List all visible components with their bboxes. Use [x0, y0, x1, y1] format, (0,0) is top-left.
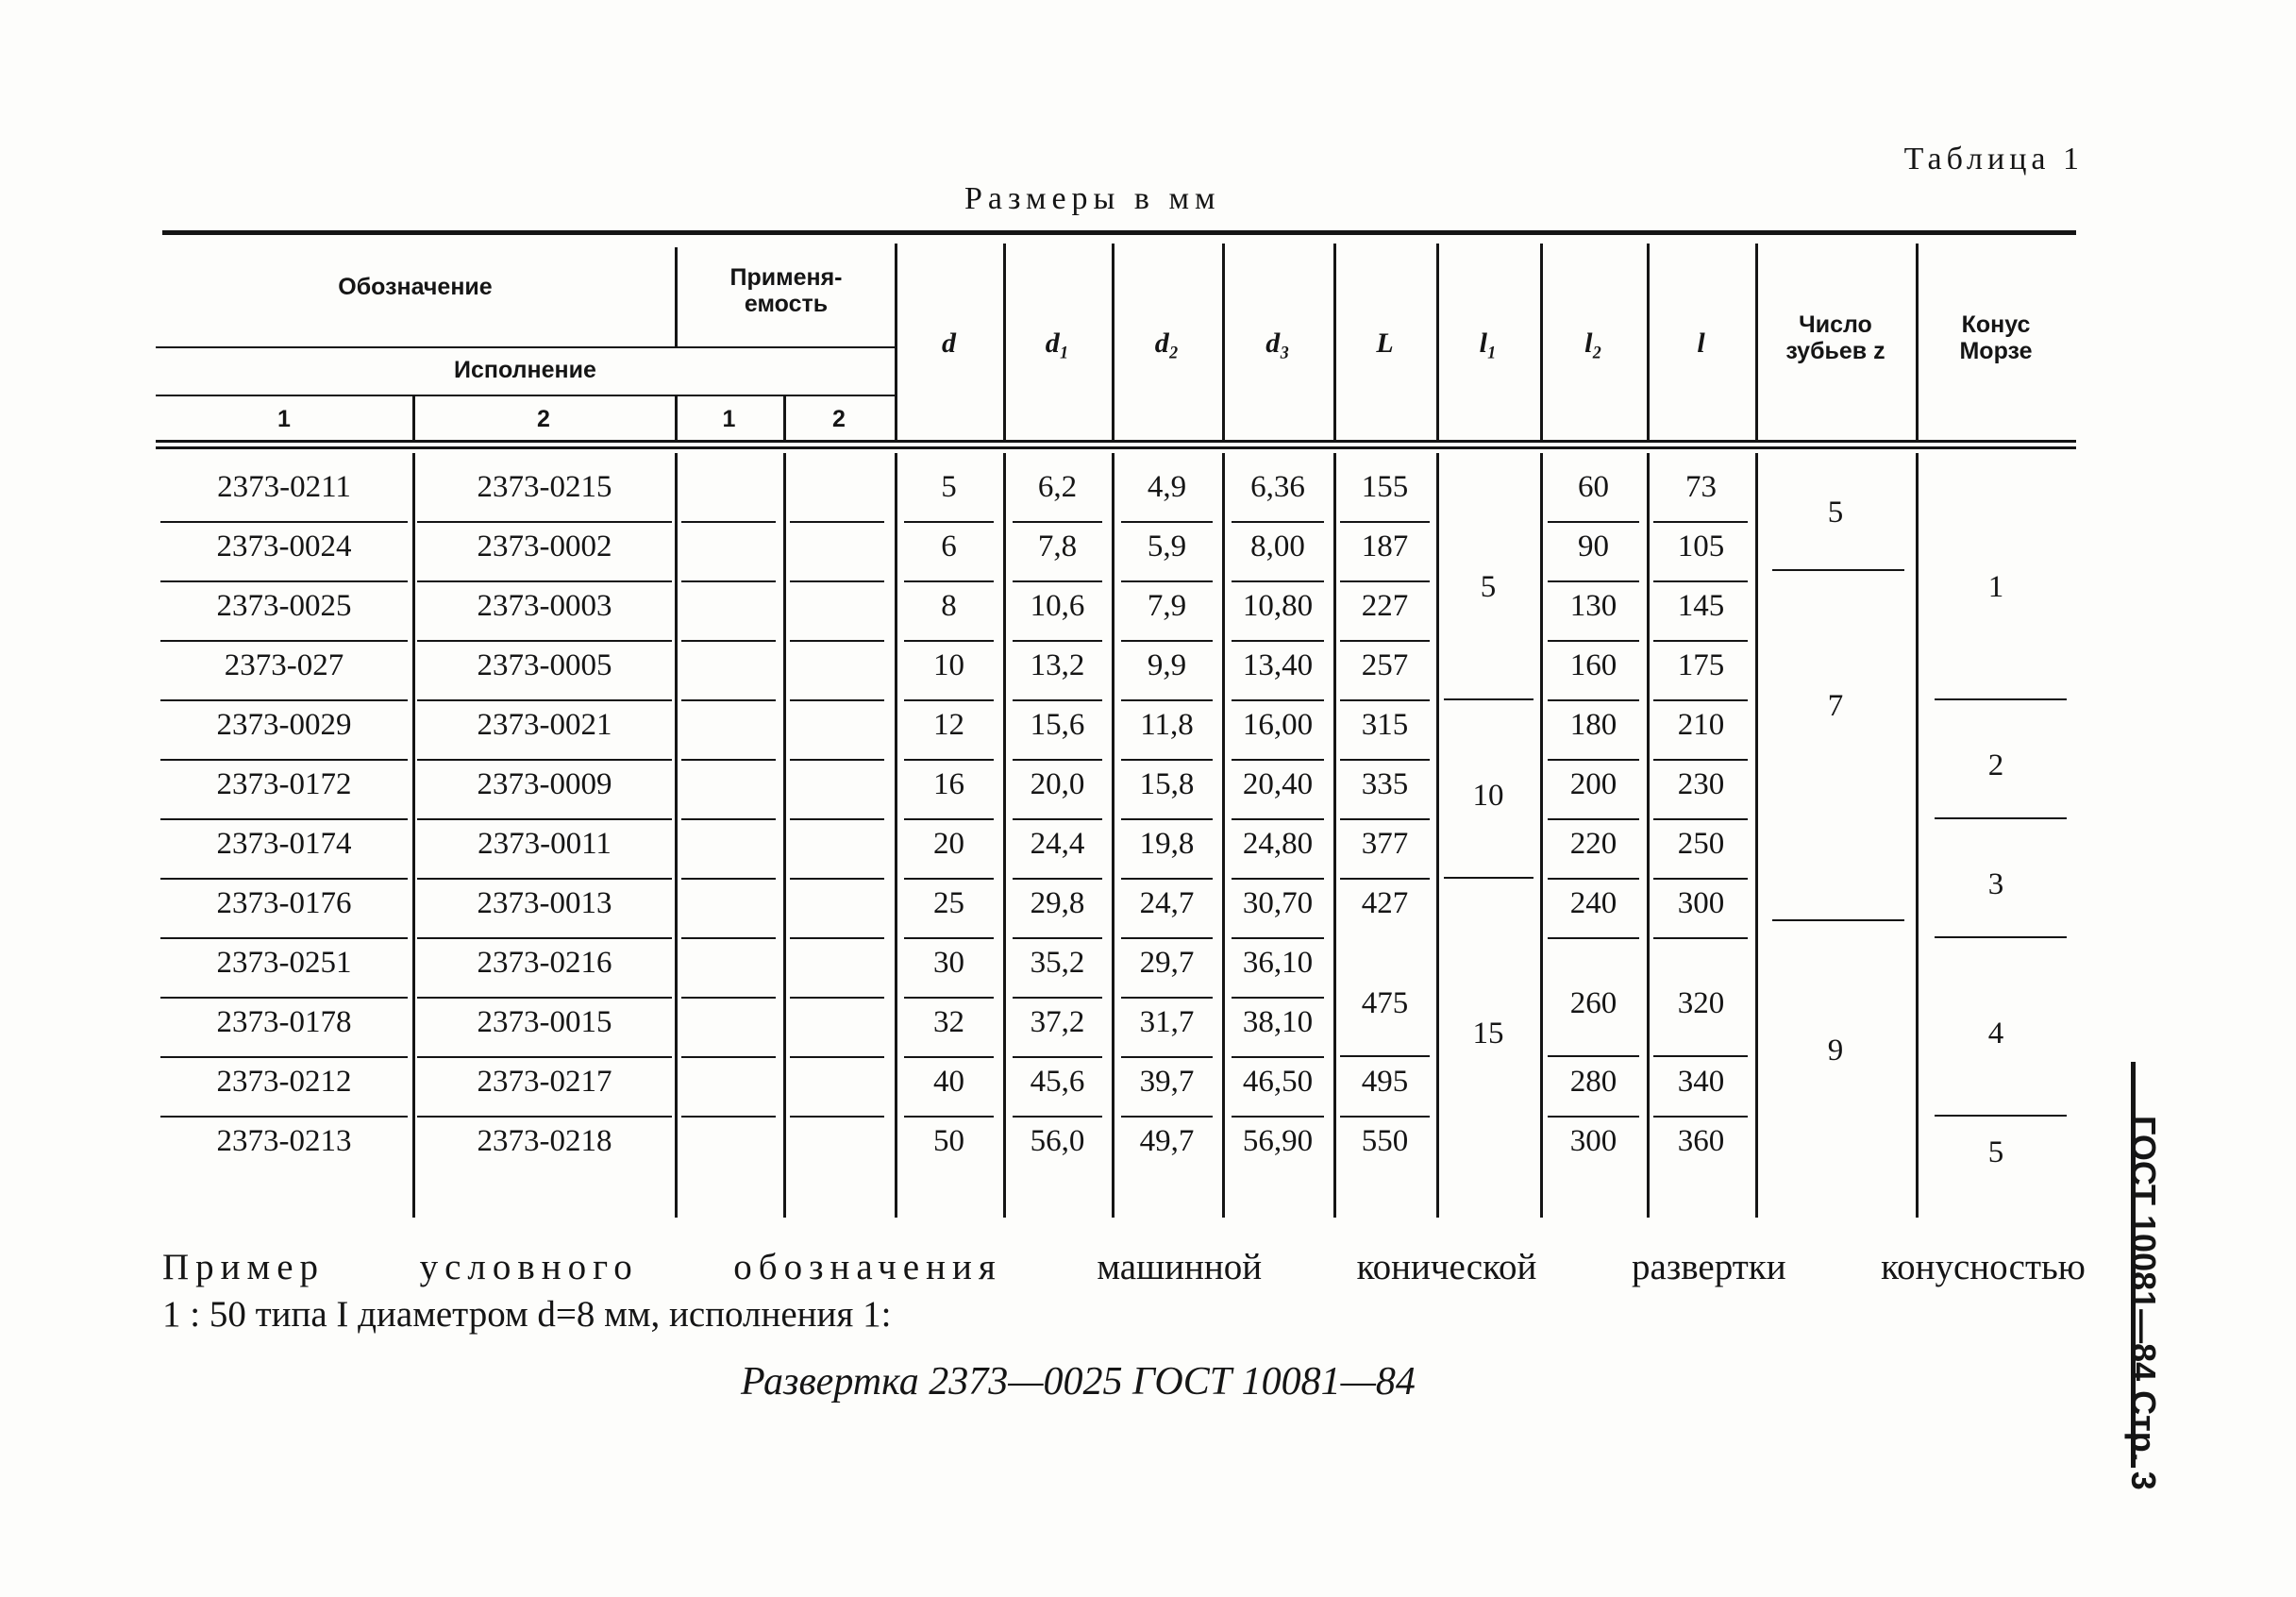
row-rule [790, 1056, 884, 1058]
cell-exec2: 2373-0218 [477, 1124, 612, 1158]
cell-L: 427 [1361, 886, 1409, 920]
row-rule [1340, 521, 1430, 523]
row-rule [1653, 580, 1748, 582]
example-line-1 [162, 1244, 2086, 1291]
row-rule [1232, 521, 1324, 523]
cell-l2-merged: 260 [1569, 986, 1617, 1020]
row-rule [1653, 1055, 1748, 1057]
row-rule [1653, 699, 1748, 701]
cell-d: 30 [933, 946, 964, 980]
row-rule [1548, 1055, 1639, 1057]
row-rule [1340, 878, 1430, 880]
cell-morse-group: 2 [1987, 748, 2004, 782]
cell-L: 315 [1361, 708, 1409, 742]
cell-d2: 31,7 [1139, 1005, 1195, 1039]
row-rule [1548, 878, 1639, 880]
row-rule [1653, 818, 1748, 820]
cell-d2: 11,8 [1140, 708, 1194, 742]
header-exec-2: 2 [537, 406, 550, 432]
row-rule [681, 640, 776, 642]
row-rule [1548, 521, 1639, 523]
cell-d3: 13,40 [1242, 648, 1314, 682]
row-rule [790, 699, 884, 701]
cell-d1: 24,4 [1030, 827, 1085, 861]
row-rule [1232, 580, 1324, 582]
cell-d: 10 [933, 648, 964, 682]
cell-l: 300 [1677, 886, 1725, 920]
cell-exec1: 2373-0212 [216, 1065, 352, 1099]
cell-d3: 56,90 [1242, 1124, 1314, 1158]
row-rule [1232, 759, 1324, 761]
table-label: Таблица 1 [1903, 142, 2084, 177]
row-rule [1232, 1116, 1324, 1118]
row-rule [1548, 699, 1639, 701]
table-top-rule [162, 230, 2076, 235]
row-rule [681, 699, 776, 701]
row-rule [1121, 640, 1213, 642]
cell-d1: 35,2 [1030, 946, 1085, 980]
row-rule [1121, 699, 1213, 701]
row-rule [1013, 699, 1102, 701]
cell-l2: 300 [1569, 1124, 1617, 1158]
example-word: обозначения [733, 1247, 1002, 1287]
row-rule [790, 937, 884, 939]
row-rule [681, 1116, 776, 1118]
example-word: конической [1356, 1247, 1537, 1287]
row-rule [1340, 1055, 1430, 1057]
row-rule [1653, 640, 1748, 642]
header-app-2: 2 [832, 406, 846, 432]
cell-d2: 49,7 [1139, 1124, 1195, 1158]
row-rule [1121, 997, 1213, 999]
row-rule [1340, 759, 1430, 761]
row-rule [160, 997, 408, 999]
row-rule [904, 1116, 994, 1118]
cell-d2: 7,9 [1147, 589, 1187, 623]
row-rule [681, 878, 776, 880]
cell-d2: 9,9 [1147, 648, 1187, 682]
header-l2: l₂ [1584, 328, 1602, 359]
header-exec-1: 1 [277, 406, 291, 432]
row-rule [790, 1116, 884, 1118]
cell-l: 145 [1677, 589, 1725, 623]
cell-exec1: 2373-0172 [216, 767, 352, 801]
cell-L: 227 [1361, 589, 1409, 623]
side-label: ГОСТ 10081—84 Стр. 3 [2124, 1116, 2163, 1490]
cell-d1: 29,8 [1030, 886, 1085, 920]
row-rule [904, 878, 994, 880]
row-rule [417, 759, 672, 761]
row-rule [1121, 1056, 1213, 1058]
row-rule [1232, 640, 1324, 642]
cell-d1: 15,6 [1030, 708, 1085, 742]
row-rule [1548, 1116, 1639, 1118]
cell-d2: 4,9 [1147, 470, 1187, 504]
cell-teeth-group: 9 [1827, 1034, 1844, 1068]
cell-d3: 38,10 [1242, 1005, 1314, 1039]
cell-exec2: 2373-0021 [477, 708, 612, 742]
example-designation: Развертка 2373—0025 ГОСТ 10081—84 [741, 1360, 1416, 1404]
cell-exec2: 2373-0002 [477, 530, 612, 563]
row-rule [1013, 937, 1102, 939]
cell-d: 25 [933, 886, 964, 920]
cell-d1: 10,6 [1030, 589, 1085, 623]
cell-exec2: 2373-0005 [477, 648, 612, 682]
row-rule [1232, 937, 1324, 939]
header-applicability: Применя- емость [729, 264, 843, 317]
row-rule [1548, 818, 1639, 820]
cell-l: 340 [1677, 1065, 1725, 1099]
cell-exec2: 2373-0009 [477, 767, 612, 801]
row-rule [1232, 699, 1324, 701]
row-rule [1935, 817, 2067, 819]
row-rule [160, 818, 408, 820]
cell-d1: 20,0 [1030, 767, 1085, 801]
cell-morse-group: 1 [1987, 570, 2004, 604]
cell-d: 50 [933, 1124, 964, 1158]
cell-L: 335 [1361, 767, 1409, 801]
header-d1: d₁ [1045, 328, 1070, 359]
cell-d: 5 [941, 470, 957, 504]
row-rule [160, 1056, 408, 1058]
row-rule [790, 878, 884, 880]
body-rule [675, 453, 678, 1218]
row-rule [1653, 521, 1748, 523]
row-rule [790, 997, 884, 999]
row-rule [1013, 818, 1102, 820]
row-rule [1013, 640, 1102, 642]
row-rule [160, 580, 408, 582]
cell-l2: 180 [1569, 708, 1617, 742]
row-rule [160, 640, 408, 642]
cell-l2: 220 [1569, 827, 1617, 861]
row-rule [790, 818, 884, 820]
header-double-rule [156, 446, 2076, 449]
header-app-1: 1 [722, 406, 736, 432]
cell-l: 105 [1677, 530, 1725, 563]
cell-l: 73 [1685, 470, 1717, 504]
header-L: L [1376, 328, 1394, 359]
cell-d2: 5,9 [1147, 530, 1187, 563]
row-rule [1653, 937, 1748, 939]
row-rule [417, 878, 672, 880]
cell-L: 377 [1361, 827, 1409, 861]
example-word: развертки [1632, 1247, 1786, 1287]
row-rule [1232, 997, 1324, 999]
cell-exec2: 2373-0013 [477, 886, 612, 920]
row-rule [1121, 521, 1213, 523]
row-rule [904, 699, 994, 701]
example-word: Пример [162, 1247, 326, 1287]
example-word: конусностью [1881, 1247, 2086, 1287]
row-rule [160, 1116, 408, 1118]
cell-d: 8 [941, 589, 957, 623]
cell-d1: 56,0 [1030, 1124, 1085, 1158]
cell-morse-group: 4 [1987, 1016, 2004, 1051]
row-rule [1935, 1115, 2067, 1117]
row-rule [1340, 1116, 1430, 1118]
cell-exec2: 2373-0215 [477, 470, 612, 504]
cell-l2: 200 [1569, 767, 1617, 801]
row-rule [681, 521, 776, 523]
example-word: машинной [1097, 1247, 1263, 1287]
row-rule [1013, 878, 1102, 880]
cell-d1: 6,2 [1037, 470, 1078, 504]
cell-l: 230 [1677, 767, 1725, 801]
row-rule [1340, 580, 1430, 582]
cell-exec2: 2373-0217 [477, 1065, 612, 1099]
cell-l: 175 [1677, 648, 1725, 682]
header-morse: Конус Морзе [1959, 311, 2033, 364]
cell-d2: 39,7 [1139, 1065, 1195, 1099]
cell-l1-group: 15 [1472, 1016, 1504, 1051]
row-rule [1653, 878, 1748, 880]
row-rule [1121, 759, 1213, 761]
cell-morse-group: 3 [1987, 867, 2004, 901]
row-rule [904, 818, 994, 820]
cell-d1: 13,2 [1030, 648, 1085, 682]
row-rule [417, 699, 672, 701]
row-rule [160, 759, 408, 761]
cell-l2: 160 [1569, 648, 1617, 682]
cell-exec1: 2373-0174 [216, 827, 352, 861]
cell-d1: 37,2 [1030, 1005, 1085, 1039]
cell-exec1: 2373-0025 [216, 589, 352, 623]
header-l: l [1697, 328, 1705, 359]
cell-l: 210 [1677, 708, 1725, 742]
header-teeth: Число зубьев z [1785, 311, 1885, 364]
row-rule [160, 521, 408, 523]
cell-l-merged: 320 [1677, 986, 1725, 1020]
row-rule [904, 1056, 994, 1058]
cell-l1-group: 5 [1480, 570, 1497, 604]
row-rule [160, 878, 408, 880]
row-rule [417, 580, 672, 582]
row-rule [160, 937, 408, 939]
cell-d: 12 [933, 708, 964, 742]
cell-d1: 45,6 [1030, 1065, 1085, 1099]
row-rule [417, 640, 672, 642]
body-rule [412, 453, 415, 1218]
cell-exec1: 2373-0211 [217, 470, 351, 504]
row-rule [1013, 759, 1102, 761]
row-rule [1548, 759, 1639, 761]
row-rule [1232, 878, 1324, 880]
cell-d: 16 [933, 767, 964, 801]
cell-exec1: 2373-027 [224, 648, 344, 682]
cell-exec2: 2373-0015 [477, 1005, 612, 1039]
row-rule [1121, 580, 1213, 582]
row-rule [1013, 997, 1102, 999]
row-rule [904, 521, 994, 523]
row-rule [1013, 1116, 1102, 1118]
row-rule [1653, 1116, 1748, 1118]
row-rule [790, 759, 884, 761]
row-rule [1121, 1116, 1213, 1118]
cell-l1-group: 10 [1472, 778, 1504, 813]
row-rule [1121, 937, 1213, 939]
cell-d: 20 [933, 827, 964, 861]
row-rule [1340, 640, 1430, 642]
cell-exec1: 2373-0213 [216, 1124, 352, 1158]
row-rule [1121, 818, 1213, 820]
cell-d3: 20,40 [1242, 767, 1314, 801]
row-rule [1013, 1056, 1102, 1058]
cell-d3: 24,80 [1242, 827, 1314, 861]
example-text [162, 1244, 2086, 1338]
cell-d3: 46,50 [1242, 1065, 1314, 1099]
row-rule [681, 580, 776, 582]
row-rule [1444, 877, 1533, 879]
cell-l2: 240 [1569, 886, 1617, 920]
cell-teeth-group: 5 [1827, 496, 1844, 530]
cell-d3: 6,36 [1250, 470, 1305, 504]
header-d: d [942, 328, 956, 359]
header-rule [156, 346, 895, 348]
row-rule [904, 580, 994, 582]
row-rule [1653, 759, 1748, 761]
header-designation: Обозначение [338, 274, 493, 300]
row-rule [417, 521, 672, 523]
cell-L: 187 [1361, 530, 1409, 563]
row-rule [1013, 580, 1102, 582]
row-rule [1548, 640, 1639, 642]
cell-morse-group: 5 [1987, 1135, 2004, 1169]
cell-l: 250 [1677, 827, 1725, 861]
header-execution: Исполнение [454, 357, 596, 383]
body-rule [783, 453, 786, 1218]
units-caption: Размеры в мм [964, 181, 1221, 216]
cell-d: 32 [933, 1005, 964, 1039]
cell-l: 360 [1677, 1124, 1725, 1158]
cell-L: 155 [1361, 470, 1409, 504]
cell-d3: 8,00 [1250, 530, 1305, 563]
cell-exec2: 2373-0216 [477, 946, 612, 980]
row-rule [904, 937, 994, 939]
cell-d3: 36,10 [1242, 946, 1314, 980]
header-d3: d₃ [1265, 328, 1290, 359]
cell-L: 495 [1361, 1065, 1409, 1099]
row-rule [681, 759, 776, 761]
row-rule [417, 1116, 672, 1118]
cell-l2: 280 [1569, 1065, 1617, 1099]
row-rule [1232, 818, 1324, 820]
row-rule [1340, 818, 1430, 820]
row-rule [1548, 580, 1639, 582]
row-rule [790, 640, 884, 642]
cell-L: 550 [1361, 1124, 1409, 1158]
cell-exec1: 2373-0029 [216, 708, 352, 742]
row-rule [160, 699, 408, 701]
row-rule [1935, 936, 2067, 938]
row-rule [417, 937, 672, 939]
header-d2: d₂ [1154, 328, 1180, 359]
cell-exec1: 2373-0024 [216, 530, 352, 563]
row-rule [417, 818, 672, 820]
row-rule [1340, 699, 1430, 701]
cell-teeth-group: 7 [1827, 688, 1844, 723]
row-rule [417, 997, 672, 999]
row-rule [1548, 937, 1639, 939]
cell-d2: 29,7 [1139, 946, 1195, 980]
row-rule [790, 580, 884, 582]
row-rule [904, 640, 994, 642]
example-word: условного [419, 1247, 639, 1287]
cell-L: 257 [1361, 648, 1409, 682]
cell-exec1: 2373-0176 [216, 886, 352, 920]
cell-d2: 24,7 [1139, 886, 1195, 920]
cell-exec1: 2373-0178 [216, 1005, 352, 1039]
row-rule [417, 1056, 672, 1058]
cell-d2: 15,8 [1139, 767, 1195, 801]
row-rule [681, 1056, 776, 1058]
cell-L-merged: 475 [1361, 986, 1409, 1020]
row-rule [790, 521, 884, 523]
cell-l2: 130 [1569, 589, 1617, 623]
cell-d3: 16,00 [1242, 708, 1314, 742]
header-l1: l₁ [1479, 328, 1498, 359]
row-rule [1013, 521, 1102, 523]
row-rule [1444, 698, 1533, 700]
row-rule [681, 937, 776, 939]
row-rule [904, 759, 994, 761]
header-double-rule [156, 440, 2076, 443]
cell-l2: 60 [1578, 470, 1609, 504]
row-rule [1232, 1056, 1324, 1058]
cell-l2: 90 [1578, 530, 1609, 563]
example-line-2: 1 : 50 типа I диаметром d=8 мм, исполнения 1: [162, 1294, 892, 1335]
row-rule [681, 818, 776, 820]
cell-exec2: 2373-0003 [477, 589, 612, 623]
row-rule [1121, 878, 1213, 880]
cell-d1: 7,8 [1037, 530, 1078, 563]
row-rule [904, 997, 994, 999]
cell-exec2: 2373-0011 [478, 827, 612, 861]
cell-d: 6 [941, 530, 957, 563]
cell-d3: 30,70 [1242, 886, 1314, 920]
row-rule [1935, 698, 2067, 700]
cell-exec1: 2373-0251 [216, 946, 352, 980]
cell-d: 40 [933, 1065, 964, 1099]
row-rule [681, 997, 776, 999]
cell-d3: 10,80 [1242, 589, 1314, 623]
cell-d2: 19,8 [1139, 827, 1195, 861]
